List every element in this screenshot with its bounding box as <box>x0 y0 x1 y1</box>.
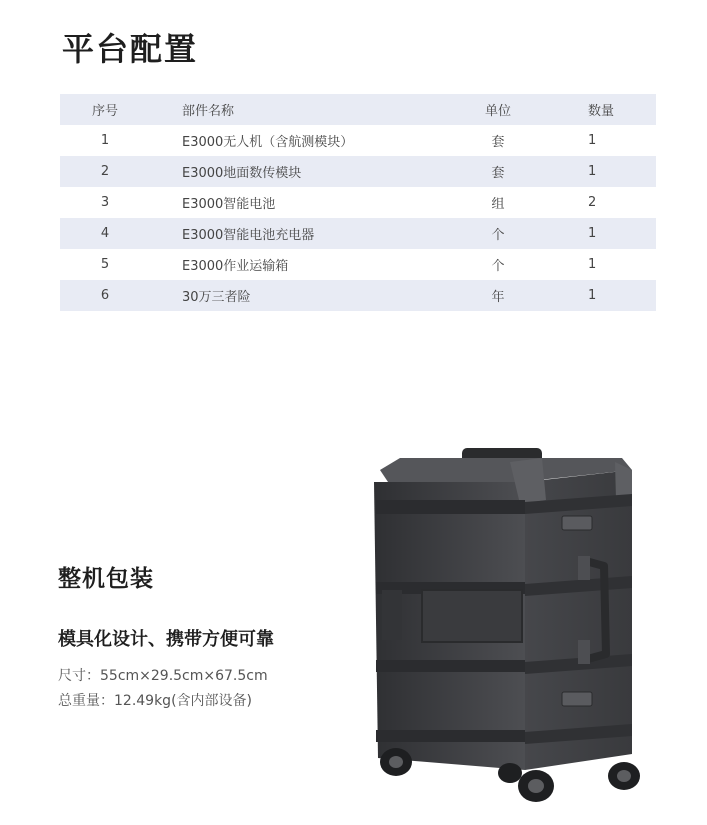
cell-name: 30万三者险 <box>150 280 450 311</box>
cell-qty: 1 <box>546 218 656 249</box>
cell-unit: 组 <box>450 187 546 218</box>
cell-unit: 个 <box>450 218 546 249</box>
cell-no: 4 <box>60 218 150 249</box>
cell-unit: 年 <box>450 280 546 311</box>
cell-no: 6 <box>60 280 150 311</box>
header-no: 序号 <box>60 94 150 125</box>
table-row <box>60 125 656 156</box>
header-qty: 数量 <box>546 94 656 125</box>
config-table <box>60 94 656 311</box>
case-size-spec: 尺寸：55cm×29.5cm×67.5cm <box>58 668 268 684</box>
cell-qty: 1 <box>546 125 656 156</box>
cell-name: E3000智能电池充电器 <box>150 218 450 249</box>
cell-qty: 2 <box>546 187 656 218</box>
cell-no: 5 <box>60 249 150 280</box>
cell-qty: 1 <box>546 249 656 280</box>
cell-name: E3000智能电池 <box>150 187 450 218</box>
cell-no: 2 <box>60 156 150 187</box>
transport-case-image <box>360 440 660 810</box>
table-header-row <box>60 94 656 125</box>
cell-no: 1 <box>60 125 150 156</box>
table-row <box>60 280 656 311</box>
cell-name: E3000作业运输箱 <box>150 249 450 280</box>
packaging-title: 整机包装 <box>58 566 154 592</box>
table-row <box>60 218 656 249</box>
cell-unit: 套 <box>450 125 546 156</box>
cell-qty: 1 <box>546 156 656 187</box>
table-row <box>60 156 656 187</box>
packaging-subtitle: 模具化设计、携带方便可靠 <box>58 629 274 650</box>
table-row <box>60 187 656 218</box>
page-title: 平台配置 <box>62 30 199 68</box>
cell-unit: 个 <box>450 249 546 280</box>
case-weight-spec: 总重量：12.49kg(含内部设备) <box>58 693 252 709</box>
cell-unit: 套 <box>450 156 546 187</box>
header-unit: 单位 <box>450 94 546 125</box>
cell-qty: 1 <box>546 280 656 311</box>
cell-name: E3000地面数传模块 <box>150 156 450 187</box>
cell-name: E3000无人机（含航测模块） <box>150 125 450 156</box>
table-row <box>60 249 656 280</box>
cell-no: 3 <box>60 187 150 218</box>
header-name: 部件名称 <box>150 94 450 125</box>
